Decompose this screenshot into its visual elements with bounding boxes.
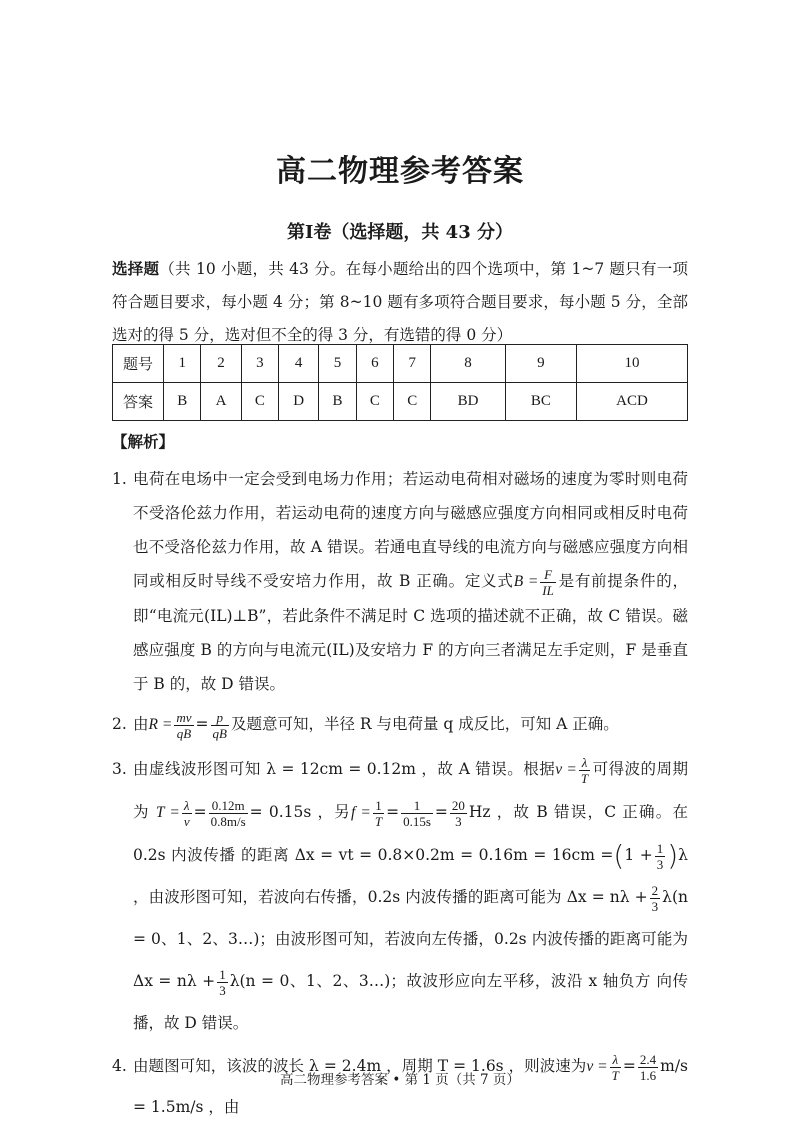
answer-cell: B: [319, 383, 356, 421]
question-number-cell: 1: [164, 345, 201, 383]
section-heading: 第Ⅰ卷（选择题，共 43 分）: [286, 222, 513, 243]
answer-cell: ACD: [577, 383, 688, 421]
fraction-numerator: λ: [610, 1052, 621, 1068]
fraction: [650, 883, 661, 914]
fraction-denominator: 0.8m/s: [210, 813, 246, 829]
question-number-cell: 4: [279, 345, 319, 383]
item-text: Hz ，故 B 错误，C 正确。在 0.2s 内波传播: [133, 803, 688, 864]
formula-lhs: f =: [350, 804, 371, 821]
analysis-item-2: [112, 705, 688, 744]
item-text: 由题图可知，该波的波长 λ = 2.4m ，周期 T = 1.6s ，则波速为: [133, 1057, 587, 1075]
fraction-numerator: mv: [176, 709, 192, 725]
fraction-denominator: 3: [219, 982, 226, 998]
fraction-denominator: v: [183, 813, 190, 829]
formula-lhs: v =: [586, 1058, 608, 1075]
question-number-cell: 6: [356, 345, 393, 383]
item-text: 电荷在电场中一定会受到电场力作用；若运动电荷相对磁场的速度为零时则电荷不受洛伦兹力作用，若运动电荷的速度方向与磁感应强度方向相同或相反时电荷也不受洛伦兹力作用，故 A 错误。若通电直导线的电流方向与磁感应强度方向相同或相反时导线不受安培力作用，故 B 正确。定义式: [133, 470, 688, 590]
item-text: 及题意可知，半径 R 与电荷量 q 成反比，可知 A 正确。: [230, 715, 619, 733]
instructions-label: 选择题: [112, 259, 160, 278]
answer-cell: D: [279, 383, 319, 421]
equals-sign: =: [193, 803, 207, 821]
question-number-cell: 7: [394, 345, 431, 383]
fraction-denominator: IL: [542, 582, 554, 598]
fraction-denominator: qB: [212, 725, 227, 741]
answer-table-answer-row: [113, 383, 688, 421]
fraction-numerator: 2: [651, 882, 659, 898]
page-title: 高二物理参考答案: [276, 154, 524, 189]
fraction: [182, 798, 192, 829]
item-text: 向传播，故 D 错误。: [133, 972, 688, 1032]
fraction-numerator: 2.4: [639, 1051, 657, 1067]
question-number-cell: 9: [505, 345, 576, 383]
instructions-text: （共 10 小题，共 43 分。在每小题给出的四个选项中，第 1~7 题只有一项符合题目要求，每小题 4 分；第 8~10 题有多项符合题目要求，每小题 5 分，全部选对的得 5 分，选对但不全的得 3 分，有选错的得 0 分）: [112, 260, 688, 344]
left-paren: (: [613, 839, 625, 872]
answer-cell: BD: [431, 383, 505, 421]
answer-cell: B: [164, 383, 201, 421]
fraction-denominator: 3: [651, 898, 659, 914]
equals-sign: =: [622, 1057, 636, 1075]
question-number-cell: 3: [241, 345, 278, 383]
answer-cell: A: [201, 383, 241, 421]
fraction-numerator: λ: [182, 798, 192, 814]
formula-lhs: v =: [555, 761, 577, 778]
item-text: m/s = 1.5m/s ，由: [133, 1057, 688, 1116]
fraction: [579, 755, 590, 786]
fraction-numerator: 1: [401, 798, 433, 814]
question-number-cell: 5: [319, 345, 356, 383]
item-number: 4.: [112, 1057, 127, 1075]
fraction-denominator: T: [374, 813, 383, 829]
item-text: 内波传播的距离可能为 Δx = nλ +: [405, 888, 648, 906]
question-number-cell: 8: [431, 345, 505, 383]
fraction-numerator: 1: [219, 966, 226, 982]
item-text: = 0.15s ，另: [249, 803, 351, 821]
answer-cell: C: [241, 383, 278, 421]
item-text: λ(n = 0、1、2、3…)；故波形应向左平移，波沿 x 轴负方: [229, 972, 651, 990]
fraction: [211, 710, 229, 741]
fraction-numerator: λ: [579, 755, 590, 771]
answer-header-cell: 答案: [113, 383, 164, 421]
item-text: 由虚线波形图可知 λ = 12cm = 0.12m ，故 A 错误。根据: [133, 760, 556, 778]
analysis-item-1: [112, 462, 688, 701]
fraction-numerator: F: [540, 567, 556, 583]
fraction-denominator: 3: [455, 813, 462, 829]
equals-sign: =: [195, 715, 209, 733]
item-number: 1.: [112, 470, 127, 488]
question-number-cell: 10: [577, 345, 688, 383]
fraction-numerator: 0.12m: [209, 798, 248, 814]
item-number: 3.: [112, 760, 127, 778]
item-text: 的距离 Δx = vt = 0.8×0.2m = 0.16m = 16cm =: [240, 846, 614, 864]
formula-term: 1 +: [624, 846, 653, 864]
page-footer: 高二物理参考答案 • 第 1 页（共 7 页）: [280, 1072, 520, 1088]
item-number: 2.: [112, 715, 127, 733]
fraction-denominator: T: [611, 1067, 619, 1083]
fraction: [450, 798, 467, 829]
item-text: 由: [133, 715, 149, 733]
formula-lhs: R =: [148, 716, 173, 733]
analysis-heading: 【解析】: [112, 432, 175, 451]
fraction: [209, 798, 248, 829]
item-text: 是有前提条件的，即“电流元(IL)⊥B”，若此条件不满足时 C 选项的描述就不正确，故 C 错误。磁感应强度 B 的方向与电流元(IL)及安培力 F 的方向三者满足左手定则，F 是垂直于 B 的，故 D 错误。: [133, 572, 688, 693]
instructions-paragraph: [112, 252, 688, 352]
fraction: [373, 798, 384, 829]
fraction-numerator: 1: [656, 840, 664, 856]
answer-table-number-row: [113, 345, 688, 383]
fraction: [540, 567, 556, 598]
fraction: [401, 798, 433, 829]
fraction-denominator: 1.6: [639, 1067, 657, 1083]
item-text: λ(n = 0、1、2、3…)；由波形图可知，若波向左传播，0.2s: [133, 888, 688, 948]
analysis-body: [112, 462, 688, 1127]
fraction-numerator: p: [211, 710, 229, 726]
fraction-denominator: 0.15s: [403, 813, 431, 829]
fraction-numerator: 1: [373, 798, 384, 814]
answer-cell: BC: [505, 383, 576, 421]
formula-lhs: B =: [513, 573, 539, 590]
fraction: [174, 710, 193, 741]
question-number-cell: 2: [201, 345, 241, 383]
analysis-item-3: 3. 由虚线波形图可知 λ = 12cm = 0.12m ，故 A 错误。根据v = $\frac{\lambda}{T}$ 可得波的周期为 T = $\frac{\lambda}{v}$ = $\frac{0.12m}{0.8m/s}$ = 0.15s ，另f = $\frac{1}{T}$ = $\frac{1}{0.15s}$ = $\frac{20}{3}$ Hz ，故 B 错误，C 正确。在 0.2s 内波传播 的距离 Δx = vt = 0.8×0.2m = 0.16m = 16cm =(1 + $\frac{1}{3}$ )λ ，由波形图可知，若波向右传播，0.2s 内波传播的距离可能为 Δx = nλ + $\frac{2}{3}$ λ(n = 0、1、2、3…)；由波形图可知，若波向左传播，0.2s 内波传播的距离可能为 Δx = nλ + $\frac{1}{3}$ λ(n = 0、1、2、3…)；故波形应向左平移，波沿 x 轴负方 向传播，故 D 错误。: [112, 748, 688, 1044]
answer-table: [112, 344, 688, 421]
fraction-denominator: T: [580, 770, 589, 786]
item-text: 内波传播的距离可能为 Δx = nλ +: [133, 930, 688, 990]
fraction-denominator: 3: [656, 856, 664, 872]
item-text: 可得波的周期为: [133, 760, 688, 821]
answer-cell: C: [356, 383, 393, 421]
item-text: λ ，由波形图可知，若波向右传播，0.2s: [133, 846, 688, 906]
right-paren: ): [667, 839, 679, 872]
number-header-cell: 题号: [113, 345, 164, 383]
fraction: [217, 967, 228, 998]
fraction-denominator: qB: [176, 725, 192, 741]
answer-cell: C: [394, 383, 431, 421]
fraction-numerator: 20: [451, 797, 465, 813]
formula-lhs: T =: [155, 804, 180, 821]
fraction: [655, 841, 666, 872]
